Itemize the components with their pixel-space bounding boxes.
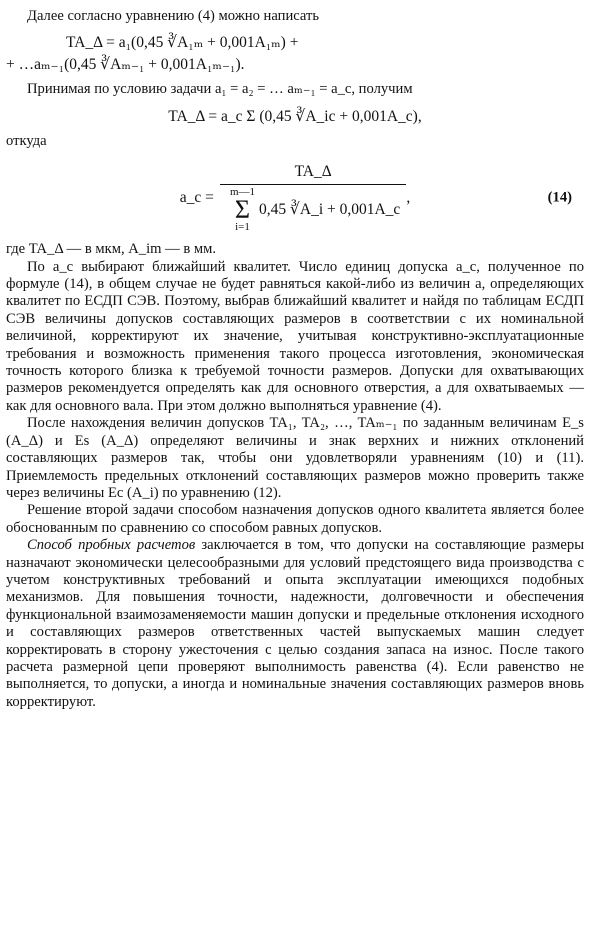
equation-2-body: TA_Δ = a_c Σ (0,45 ∛A_ic + 0,001A_c), — [168, 107, 422, 125]
equation-1-line-1: TA_Δ = a₁(0,45 ∛A₁ₘ + 0,001A₁ₘ) + — [66, 34, 299, 52]
summation-sign — [230, 187, 255, 233]
whence-text: откуда — [6, 132, 47, 149]
summation-upper-limit: m—1 — [229, 186, 255, 199]
equation-14-denominator-body: 0,45 ∛A_i + 0,001A_c — [259, 201, 401, 219]
sigma-symbol: Σ — [234, 195, 251, 225]
paragraph-second-task: Решение второй задачи способом назначения допусков одного квалитета является более обоснованным по сравнению со способом равных допусков. — [6, 502, 584, 536]
equation-14-tail: , — [406, 188, 411, 206]
equation-14-denominator — [220, 184, 406, 233]
equation-2 — [6, 107, 584, 127]
term-trial-calculation: Способ пробных расчетов — [27, 537, 196, 554]
accepting-text: Принимая по условию задачи a₁ = a₂ = … aₘ₋₁ = a_c, получим — [27, 81, 413, 98]
equation-14-fraction — [220, 162, 406, 233]
equation-14-numerator: TA_Δ — [294, 163, 332, 181]
paragraph-tolerances: После нахождения величин допусков TA₁, TA₂, …, TAₘ₋₁ по заданным величинам E_s (A_Δ) и Es (A_Δ) определяют величины и знак верхних и нижних отклонений составляющих размеров так, чтобы они удовлетворяли уравнениям (10) и (11). Приемлемость предельных отклонений составляющих размеров можно проверить также через величины Ec (A_i) по уравнению (12). — [6, 415, 584, 501]
intro-text: Далее согласно уравнению (4) можно написать — [27, 8, 320, 24]
equation-1-line-2: + …aₘ₋₁(0,45 ∛Aₘ₋₁ + 0,001A₁ₘ₋₁). — [6, 56, 245, 74]
paragraph-trial-calculation — [6, 537, 584, 711]
equation-number: (14) — [547, 189, 572, 206]
summation-lower-limit: i=1 — [235, 221, 250, 234]
paragraph-trial-calculation-body: заключается в том, что допуски на составляющие размеры назначают экономически целесообразными для условий предстоящего вида производства с учетом конструктивных требований и опыта эксплуатации имеющихся подобных механизмов. Для повышения точности, надежности, долговечности и обеспечения функциональной взаимозаменяемости машин допуски и предельные отклонения исходного и составляющих размеров ответственных частей выпускаемых машин следует корректировать в сторону ужесточения с целью создания запаса на износ. После такого расчета размерной цепи проверяют выполнимость равенства (4). Если равенство не выполняется, то допуски, а иногда и номинальные значения составляющих размеров вновь корректируют. — [6, 537, 584, 710]
paragraph-quality-grade: По a_c выбирают ближайший квалитет. Число единиц допуска a_c, полученное по формуле (14), в общем случае не будет равняться какой-либо из величин a, определяющих квалитет по ЕСДП СЭВ. Поэтому, выбрав ближайший квалитет и найдя по таблицам ЕСДП СЭВ величины допусков составляющих размеров в соответствии с их номинальной величиной, корректируют их значение, учитывая конструктивно-эксплуатационные требования и возможность применения такого процесса изготовления, экономическая точность которого близка к требуемой точности размеров. Допуски для охватывающих размеров рекомендуется определять как для основного отверстия, а для охватываемых — как для основного вала. При этом должно выполняться уравнение (4). — [6, 258, 584, 414]
equation-14 — [6, 162, 584, 233]
equation-14-lhs: a_c = — [179, 188, 214, 206]
units-text: где TA_Δ — в мкм, A_im — в мм. — [6, 241, 217, 258]
